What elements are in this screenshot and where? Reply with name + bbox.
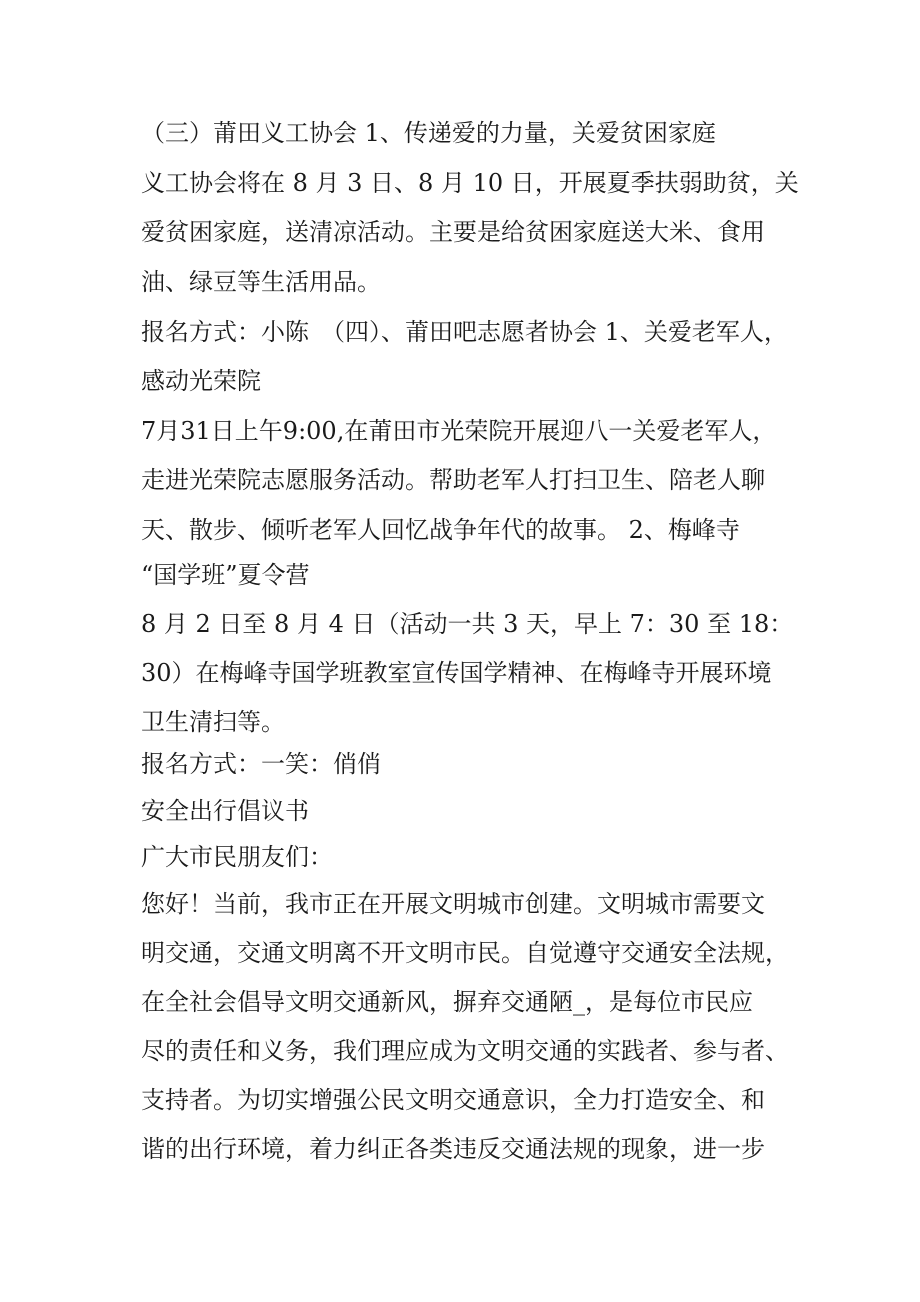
text-line: “国学班”夏令营 [141, 561, 310, 589]
text-line: 爱贫困家庭，送清凉活动。主要是给贫困家庭送大米、食用 [141, 218, 765, 246]
text-line: 30）在梅峰寺国学班教室宣传国学精神、在梅峰寺开展环境 [141, 659, 772, 687]
text-line: 您好！当前，我市正在开展文明城市创建。文明城市需要文 [141, 890, 765, 918]
text-line: 卫生清扫等。 [141, 708, 285, 736]
text-line: 天、散步、倾听老军人回忆战争年代的故事。 2、梅峰寺 [141, 516, 740, 544]
text-line: 走进光荣院志愿服务活动。帮助老军人打扫卫生、陪老人聊 [141, 466, 765, 494]
text-line: 明交通，交通文明离不开文明市民。自觉遵守交通安全法规， [141, 939, 789, 967]
text-line: 尽的责任和义务，我们理应成为文明交通的实践者、参与者、 [141, 1037, 789, 1065]
text-line: 报名方式：小陈 （四）、莆田吧志愿者协会 1、关爱老军人， [141, 318, 788, 346]
text-line: 安全出行倡议书 [141, 797, 309, 825]
text-line: 报名方式：一笑：俏俏 [141, 750, 381, 778]
text-line: 7月31日上午9:00,在莆田市光荣院开展迎八一关爱老军人， [141, 417, 777, 445]
text-line: （三）莆田义工协会 1、传递爱的力量，关爱贫困家庭 [141, 119, 716, 147]
text-line: 谐的出行环境，着力纠正各类违反交通法规的现象，进一步 [141, 1135, 765, 1163]
text-line: 在全社会倡导文明交通新风，摒弃交通陋_，是每位市民应 [141, 988, 753, 1016]
text-line: 感动光荣院 [141, 367, 261, 395]
text-line: 支持者。为切实增强公民文明交通意识，全力打造安全、和 [141, 1086, 765, 1114]
text-line: 8 月 2 日至 8 月 4 日（活动一共 3 天，早上 7：30 至 18： [141, 610, 794, 638]
text-line: 广大市民朋友们： [141, 843, 333, 871]
text-line: 油、绿豆等生活用品。 [141, 268, 381, 296]
text-line: 义工协会将在 8 月 3 日、8 月 10 日，开展夏季扶弱助贫，关 [141, 169, 799, 197]
